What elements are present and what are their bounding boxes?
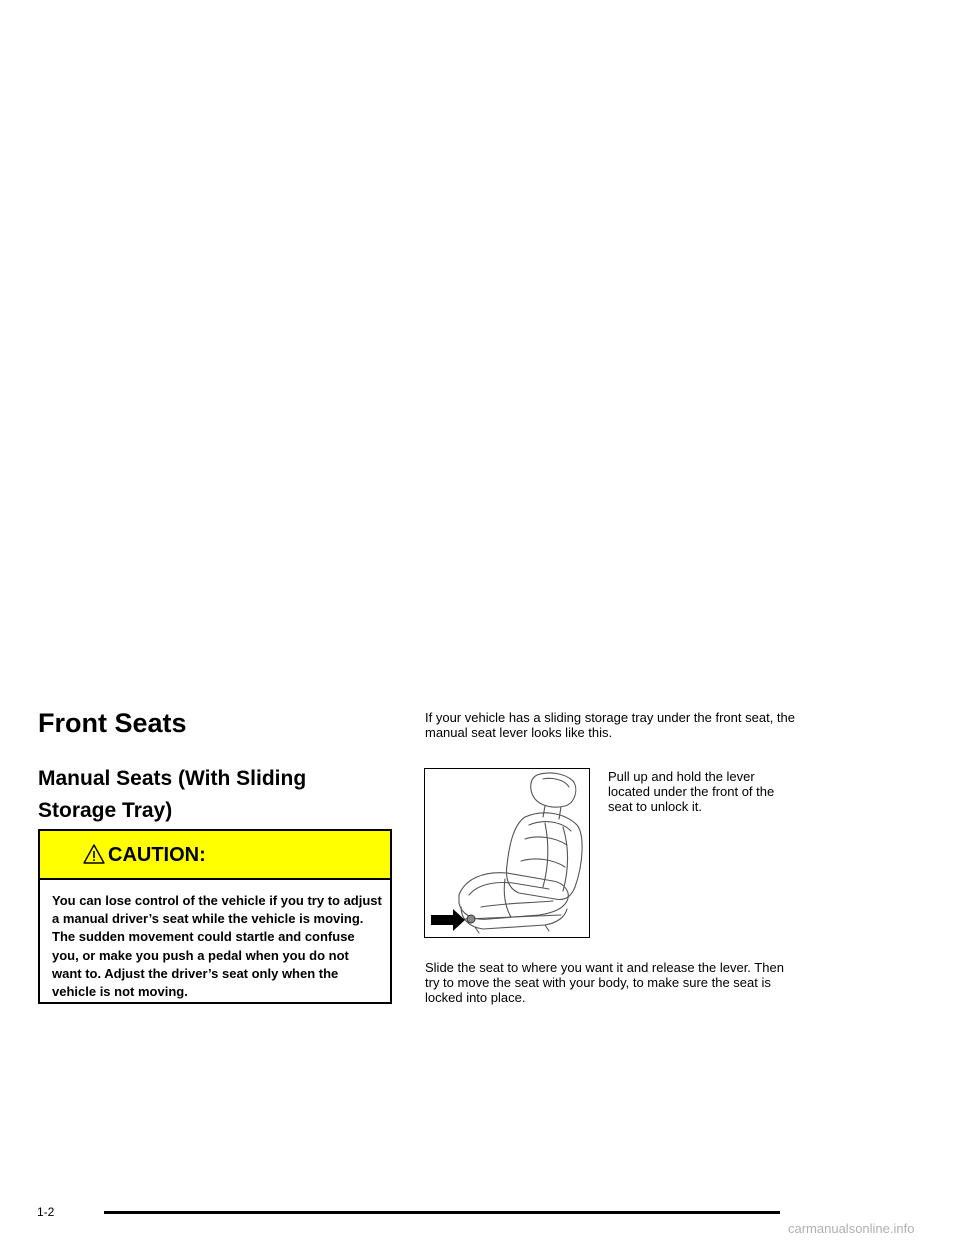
watermark: carmanualsonline.info bbox=[788, 1221, 915, 1236]
instructions-paragraph: Slide the seat to where you want it and release the lever. Then try to move the seat with your body, to make sure the seat is locked into place. bbox=[425, 960, 784, 1005]
car-seat-illustration bbox=[425, 769, 588, 936]
page-title: Front Seats bbox=[38, 708, 187, 738]
section-subtitle: Manual Seats (With Sliding Storage Tray) bbox=[38, 767, 307, 822]
warning-triangle-icon bbox=[83, 843, 105, 865]
intro-paragraph: If your vehicle has a sliding storage tray under the front seat, the manual seat lever looks like this. bbox=[425, 710, 795, 740]
figure-caption: Pull up and hold the lever located under the front of the seat to unlock it. bbox=[608, 769, 775, 814]
caution-text: You can lose control of the vehicle if you try to adjust a manual driver’s seat while the vehicle is moving. The sudden movement could startle and confuse you, or make you push a pedal when you do not want to. Adjust the driver’s seat only when the vehicle is not moving. bbox=[52, 893, 382, 1000]
caution-title: CAUTION: bbox=[108, 844, 206, 866]
caution-header bbox=[40, 831, 390, 880]
caution-box bbox=[38, 829, 392, 1004]
seat-figure bbox=[424, 768, 590, 938]
page-number: 1-2 bbox=[37, 1205, 55, 1219]
footer-rule bbox=[104, 1211, 780, 1214]
